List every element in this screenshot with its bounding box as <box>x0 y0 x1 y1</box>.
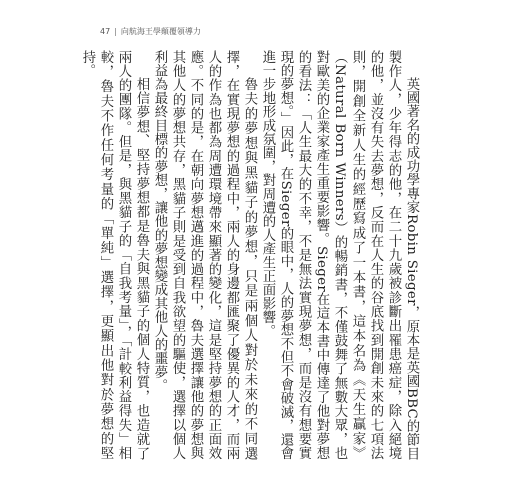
paragraph-3: 相信夢想、堅持夢想都是魯夫與黑貓子的個人特質，也造就了兩人的團隊。但是，與黑貓子的「自我考量」，「計較利益得失」相較，魯夫不作任何考量的「單純」選擇，更顯出他對於夢想的堅持。 <box>80 50 149 460</box>
body-text <box>80 50 420 460</box>
running-header <box>100 26 201 37</box>
paragraph-1: 英國著名的成功學專家Robin Sieger，原本是英國BBC的節目製作人，少年得志的他，在二十九歲被診斷出罹患癌症，除入絕境的他，並沒有失去夢想，反而在人生的谷底找到開創未來的七項法則，開創全新人生的經歷寫成了一本書，這本名為《天生贏家》（Natural Born Winners）的暢銷書，不僅鼓舞了無數大眾，也對歐美的企業家產生重要影響。Sieger在這本書中傳達了他對夢想的看法：「人生最大的不幸，不是無法實現夢想，而是沒有想要實現的夢想。」因此，在Sieger的眼中，人的夢想不但不會破滅，還會進一步地形成氛圍，對周遭的人產生正面影響。 <box>260 50 419 460</box>
header-separator: | <box>114 27 117 36</box>
book-title: 向航海王學顛覆領導力 <box>120 27 201 36</box>
page-number: 47 <box>100 27 111 36</box>
paragraph-2: 魯夫的夢想與黑貓子的夢想，只是兩個人對於未來的不同選擇，在實現夢想的過程中，兩人的身邊都匯聚了優異的人才，而兩人的作為也都為周遭環境帶來顯著的變化，這是堅持夢想的正面效應。不同的是，在朝向夢想邁進的過程中，魯夫選擇讓他的夢想與其他人的夢想共存，黑貓子則是受到自我欲望的驅使，選擇以個人利益為最終目標的夢想，讓他的夢想變成其他人的噩夢。 <box>152 50 257 460</box>
